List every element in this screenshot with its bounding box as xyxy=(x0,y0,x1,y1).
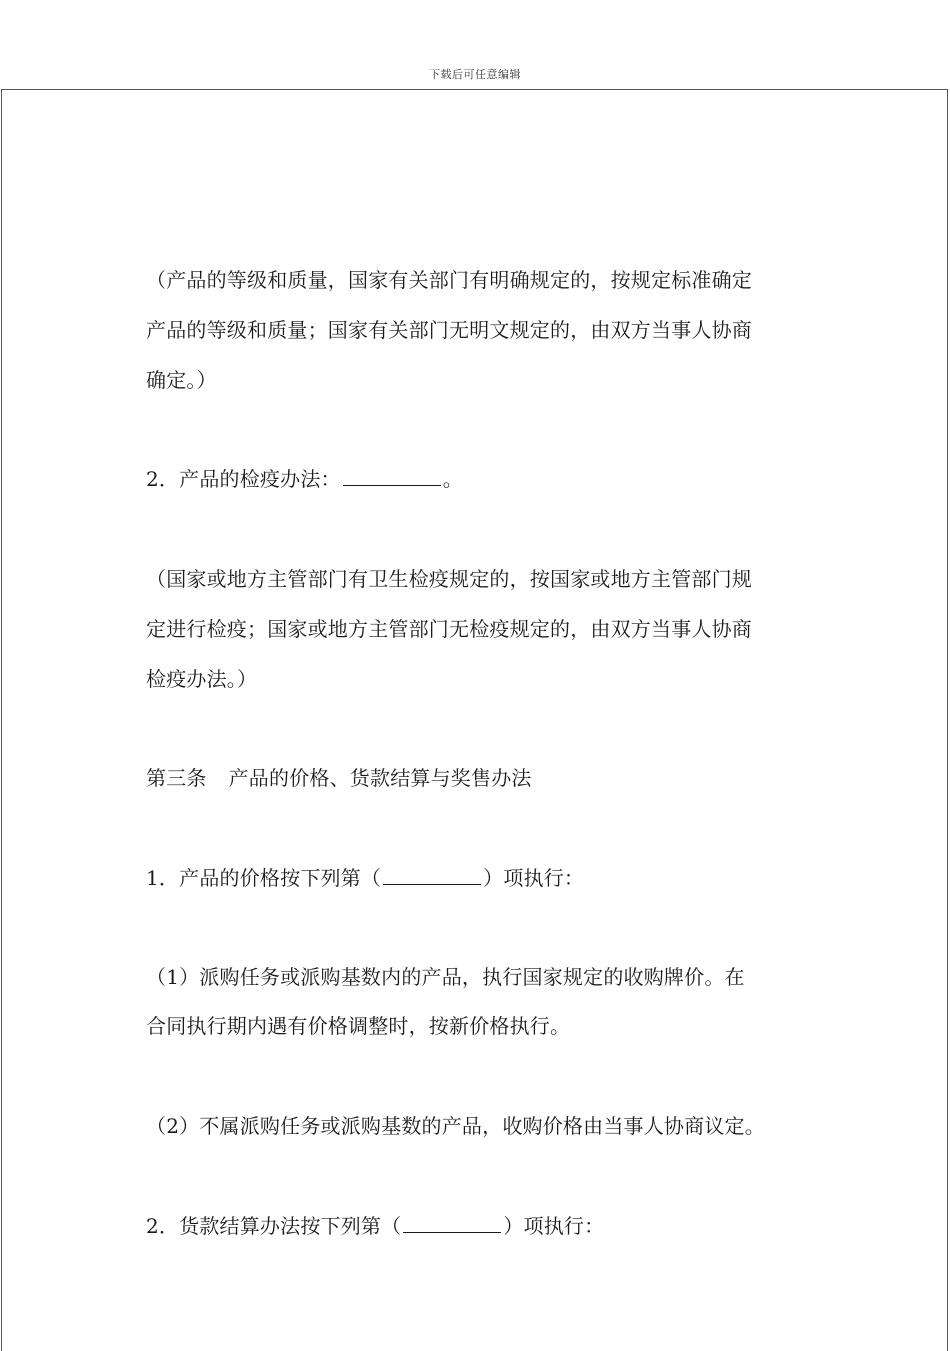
quarantine-method-label: 2．产品的检疫办法： xyxy=(146,467,341,491)
price-option-1-line-1: （1）派购任务或派购基数内的产品，执行国家规定的收购牌价。在 xyxy=(146,965,745,989)
settlement-item-label: 2．货款结算办法按下列第（ xyxy=(146,1214,402,1238)
grade-note-line-2: 产品的等级和质量；国家有关部门无明文规定的，由双方当事人协商 xyxy=(146,318,752,342)
grade-note-line-1: （产品的等级和质量，国家有关部门有明确规定的，按规定标准确定 xyxy=(146,268,752,292)
price-option-blank[interactable] xyxy=(383,866,481,885)
quarantine-method-blank[interactable] xyxy=(343,467,441,486)
article-3-title: 产品的价格、货款结算与奖售办法 xyxy=(228,766,532,790)
settlement-item xyxy=(146,1213,604,1239)
price-option-1-line-2: 合同执行期内遇有价格调整时，按新价格执行。 xyxy=(146,1014,571,1038)
settlement-item-end: ）项执行： xyxy=(503,1214,605,1238)
header-note: 下载后可任意编辑 xyxy=(429,68,521,81)
settlement-option-blank[interactable] xyxy=(403,1214,501,1233)
article-3-heading xyxy=(146,765,532,791)
quarantine-note-line-3: 检疫办法。） xyxy=(146,667,258,691)
price-item xyxy=(146,865,584,891)
quarantine-note-line-2: 定进行检疫；国家或地方主管部门无检疫规定的，由双方当事人协商 xyxy=(146,617,752,641)
quarantine-method-end: 。 xyxy=(442,467,463,491)
price-item-end: ）项执行： xyxy=(483,866,585,890)
price-item-label: 1．产品的价格按下列第（ xyxy=(146,866,382,890)
quarantine-method-item xyxy=(146,466,463,492)
article-3-number: 第三条 xyxy=(146,766,207,790)
grade-note-line-3: 确定。） xyxy=(146,368,217,392)
price-option-2-line-1: （2）不属派购任务或派购基数的产品，收购价格由当事人协商议定。 xyxy=(146,1114,765,1138)
quarantine-note-line-1: （国家或地方主管部门有卫生检疫规定的，按国家或地方主管部门规 xyxy=(146,567,752,591)
